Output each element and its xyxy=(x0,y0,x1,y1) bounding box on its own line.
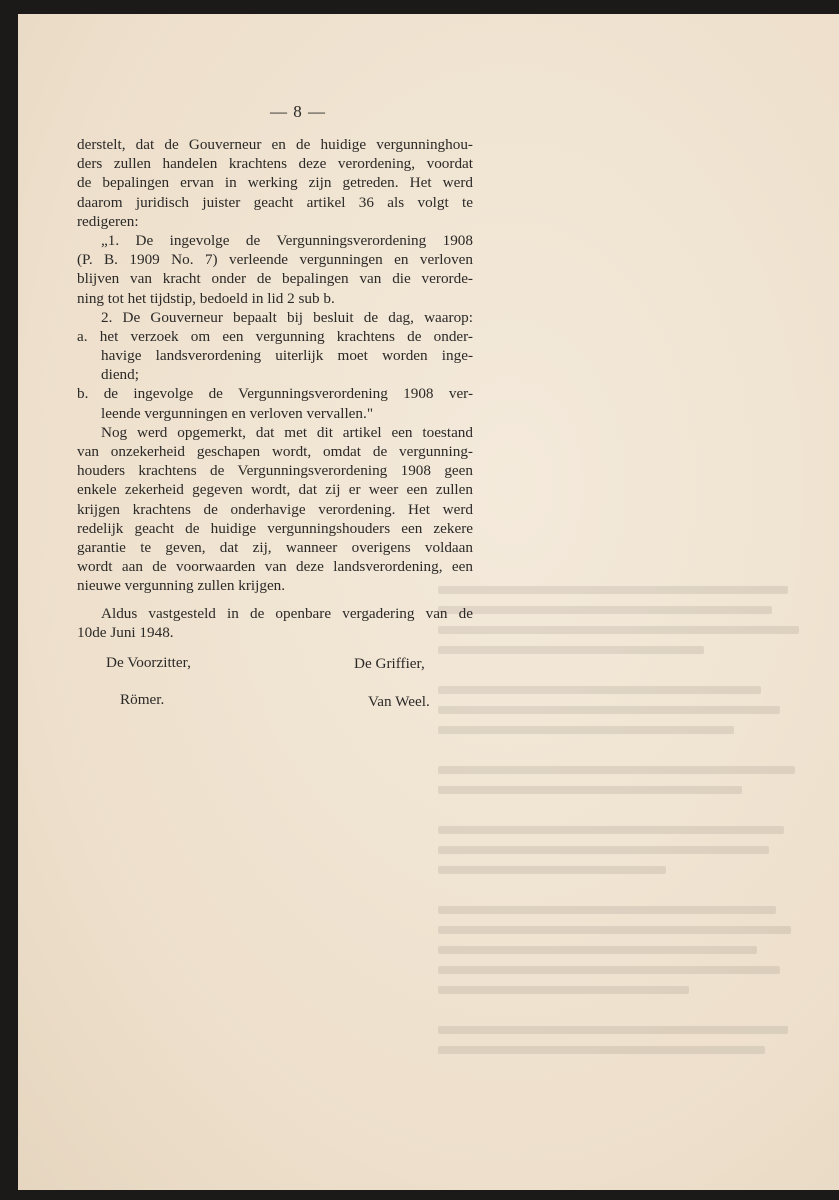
text-line: leende vergunningen en verloven vervallen." xyxy=(101,404,374,422)
list-item-a: a. het verzoek om een vergunning krachtens de onder- xyxy=(77,327,473,345)
text-line: redelijk geacht de huidige vergunningshouders een zekere xyxy=(77,519,473,537)
text-line: wordt aan de voorwaarden van deze landsverordening, een xyxy=(77,558,473,576)
document-page xyxy=(18,14,839,1190)
chairman-title: De Voorzitter, xyxy=(106,654,191,671)
text-line: enkele zekerheid gegeven wordt, dat zij er weer een zullen xyxy=(77,481,473,499)
text-line: garantie te geven, dat zij, wanneer overigens voldaan xyxy=(77,538,473,556)
chairman-name: Römer. xyxy=(120,691,165,708)
clerk-title: De Griffier, xyxy=(354,655,425,672)
text-line: derstelt, dat de Gouverneur en de huidige vergunninghou- xyxy=(77,136,473,153)
text-line: daarom juridisch juister geacht artikel 36 als volgt te xyxy=(77,193,473,211)
text-line: blijven van kracht onder de bepalingen van die verorde- xyxy=(77,270,473,288)
closing-line: Aldus vastgesteld in de openbare vergadering van de xyxy=(101,605,473,622)
body-text xyxy=(77,135,473,596)
show-through-text xyxy=(438,574,818,1134)
text-line: Nog werd opgemerkt, dat met dit artikel een toestand xyxy=(101,423,473,441)
text-line: de bepalingen ervan in werking zijn getreden. Het werd xyxy=(77,174,473,192)
text-line: van onzekerheid geschapen wordt, omdat de vergunning- xyxy=(77,443,473,460)
text-line: houders krachtens de Vergunningsverordening 1908 geen xyxy=(77,462,473,480)
text-line: nieuwe vergunning zullen krijgen. xyxy=(77,577,286,595)
text-line: (P. B. 1909 No. 7) verleende vergunningen en verloven xyxy=(77,251,473,269)
list-item-b: b. de ingevolge de Vergunningsverordening 1908 ver- xyxy=(77,385,473,403)
closing-date: 10de Juni 1948. xyxy=(77,624,174,642)
text-line: havige landsverordening uiterlijk moet worden inge- xyxy=(101,347,473,365)
text-line: „1. De ingevolge de Vergunningsverordening 1908 xyxy=(101,231,473,249)
text-line: 2. De Gouverneur bepaalt bij besluit de dag, waarop: xyxy=(101,308,473,326)
text-line: diend; xyxy=(101,366,139,384)
text-line: ning tot het tijdstip, bedoeld in lid 2 sub b. xyxy=(77,289,335,307)
clerk-name: Van Weel. xyxy=(368,693,430,710)
text-line: krijgen krachtens de onderhavige verordening. Het werd xyxy=(77,500,473,518)
text-line: redigeren: xyxy=(77,212,139,230)
closing-statement xyxy=(77,604,473,642)
text-line: ders zullen handelen krachtens deze verordening, voordat xyxy=(77,155,473,173)
page-number: — 8 — xyxy=(270,102,326,121)
